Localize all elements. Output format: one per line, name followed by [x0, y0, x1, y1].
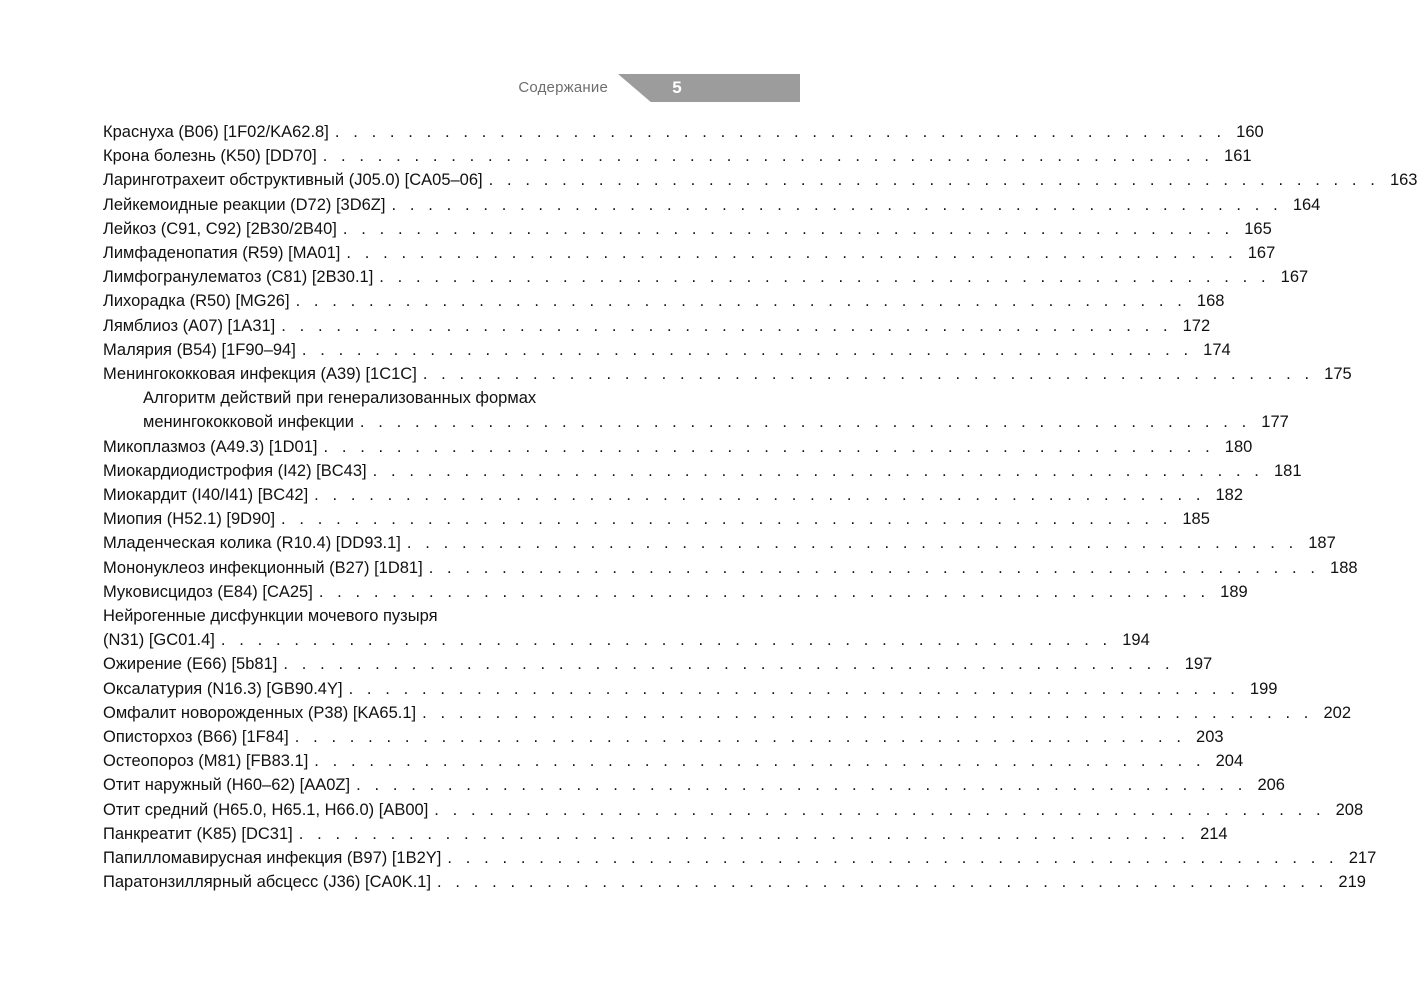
toc-entry-title: Менингококковая инфекция (A39) [1C1C]: [103, 362, 421, 386]
dot-leader: . . . . . . . . . . . . . . . . . . . . . . . . . . . . . . . . . . . . . . . . . . . . . . . . .: [434, 800, 1326, 819]
toc-entry[interactable]: [103, 870, 1366, 894]
toc-entry-title: Микоплазмоз (A49.3) [1D01]: [103, 435, 321, 459]
toc-entry-page-number: 219: [1328, 870, 1366, 894]
table-of-contents: [103, 120, 1417, 895]
toc-entry-title: Омфалит новорожденных (P38) [KA65.1]: [103, 701, 420, 725]
toc-entry[interactable]: [103, 120, 1264, 144]
dot-leader: . . . . . . . . . . . . . . . . . . . . . . . . . . . . . . . . . . . . . . . . . . . . . . . . .: [301, 340, 1193, 359]
toc-entry-page-number: 206: [1247, 773, 1285, 797]
toc-entry-title: Панкреатит (K85) [DC31]: [103, 822, 297, 846]
toc-entry-page-number: 217: [1338, 846, 1376, 870]
toc-entry[interactable]: [103, 314, 1211, 338]
toc-entry-title: Миокардит (I40/I41) [BC42]: [103, 483, 312, 507]
dot-leader: . . . . . . . . . . . . . . . . . . . . . . . . . . . . . . . . . . . . . . . . . . . . . . . . .: [359, 413, 1251, 432]
toc-entry-first-line: Нейрогенные дисфункции мочевого пузыря: [103, 607, 438, 626]
toc-entry-title: (N31) [GC01.4]: [103, 628, 219, 652]
toc-entry[interactable]: [103, 265, 1309, 289]
toc-entry-title: Крона болезнь (K50) [DD70]: [103, 144, 321, 168]
toc-entry-title: Лейкоз (C91, C92) [2B30/2B40]: [103, 217, 341, 241]
dot-leader: . . . . . . . . . . . . . . . . . . . . . . . . . . . . . . . . . . . . . . . . . . . . . . . . .: [348, 679, 1240, 698]
toc-entry-page-number: 185: [1172, 507, 1210, 531]
dot-leader: . . . . . . . . . . . . . . . . . . . . . . . . . . . . . . . . . . . . . . . . . . . . . . . . .: [314, 752, 1206, 771]
dot-leader: . . . . . . . . . . . . . . . . . . . . . . . . . . . . . . . . . . . . . . . . . . . . . . . . .: [447, 849, 1339, 868]
toc-subentry[interactable]: [103, 410, 1289, 434]
dot-leader: . . . . . . . . . . . . . . . . . . . . . . . . . . . . . . . . . . . . . . . . . . . . . . . . .: [220, 631, 1112, 650]
dot-leader: . . . . . . . . . . . . . . . . . . . . . . . . . . . . . . . . . . . . . . . . . . . . . . . . .: [322, 147, 1214, 166]
dot-leader: . . . . . . . . . . . . . . . . . . . . . . . . . . . . . . . . . . . . . . . . . . . . . . . . .: [422, 703, 1313, 722]
toc-entry-page-number: 181: [1264, 459, 1302, 483]
toc-entry-page-number: 187: [1298, 531, 1336, 555]
toc-entry-page-number: 197: [1174, 652, 1212, 676]
toc-entry[interactable]: [103, 507, 1210, 531]
toc-entry-page-number: 202: [1313, 701, 1351, 725]
toc-entry[interactable]: [103, 846, 1377, 870]
toc-entry-page-number: 180: [1214, 435, 1252, 459]
toc-entry-page-number: 214: [1190, 822, 1228, 846]
toc-entry-page-number: 167: [1270, 265, 1308, 289]
dot-leader: . . . . . . . . . . . . . . . . . . . . . . . . . . . . . . . . . . . . . . . . . . . . . . . . .: [314, 486, 1206, 505]
dot-leader: . . . . . . . . . . . . . . . . . . . . . . . . . . . . . . . . . . . . . . . . . . . . . . . . .: [283, 655, 1175, 674]
dot-leader: . . . . . . . . . . . . . . . . . . . . . . . . . . . . . . . . . . . . . . . . . . . . . . . . .: [437, 873, 1328, 892]
toc-entry[interactable]: [103, 241, 1276, 265]
toc-entry[interactable]: [103, 798, 1364, 822]
section-title: Содержание: [518, 79, 608, 96]
toc-entry-title: Лихорадка (R50) [MG26]: [103, 289, 294, 313]
toc-entry[interactable]: [103, 580, 1248, 604]
page-number: 5: [672, 78, 682, 97]
toc-entry-title: менингококковой инфекции: [143, 410, 358, 434]
dot-leader: . . . . . . . . . . . . . . . . . . . . . . . . . . . . . . . . . . . . . . . . . . . . . . . . .: [428, 558, 1320, 577]
toc-entry-page-number: 189: [1210, 580, 1248, 604]
toc-entry-page-number: 163: [1379, 168, 1417, 192]
dot-leader: . . . . . . . . . . . . . . . . . . . . . . . . . . . . . . . . . . . . . . . . . . . . . . . . .: [334, 123, 1226, 141]
toc-entry-title: Лейкемоидные реакции (D72) [3D6Z]: [103, 193, 389, 217]
toc-entry-page-number: 203: [1186, 725, 1224, 749]
dot-leader: . . . . . . . . . . . . . . . . . . . . . . . . . . . . . . . . . . . . . . . . . . . . . . . . .: [295, 292, 1187, 311]
toc-entry-title: Остеопороз (M81) [FB83.1]: [103, 749, 312, 773]
toc-entry[interactable]: [103, 822, 1228, 846]
toc-entry-page-number: 174: [1193, 338, 1231, 362]
toc-entry[interactable]: [103, 459, 1302, 483]
toc-entry[interactable]: [103, 289, 1225, 313]
toc-entry[interactable]: [103, 677, 1278, 701]
toc-entry-title: Оксалатурия (N16.3) [GB90.4Y]: [103, 677, 347, 701]
dot-leader: . . . . . . . . . . . . . . . . . . . . . . . . . . . . . . . . . . . . . . . . . . . . . . . . .: [406, 534, 1298, 553]
toc-entry-page-number: 165: [1234, 217, 1272, 241]
toc-entry-first-line: Алгоритм действий при генерализованных формах: [143, 389, 537, 408]
toc-entry[interactable]: [103, 338, 1231, 362]
toc-entry[interactable]: [103, 435, 1253, 459]
dot-leader: . . . . . . . . . . . . . . . . . . . . . . . . . . . . . . . . . . . . . . . . . . . . . . . . .: [422, 365, 1314, 384]
toc-entry-page-number: 208: [1325, 798, 1363, 822]
toc-entry[interactable]: [103, 193, 1321, 217]
toc-entry-title: Малярия (B54) [1F90–94]: [103, 338, 300, 362]
toc-entry-page-number: 188: [1320, 556, 1358, 580]
toc-entry[interactable]: [103, 628, 1150, 652]
toc-entry-page-number: 168: [1186, 289, 1224, 313]
toc-entry-page-number: 167: [1237, 241, 1275, 265]
toc-entry[interactable]: [103, 725, 1224, 749]
toc-entry-page-number: 204: [1205, 749, 1243, 773]
toc-entry-title: Лямблиоз (A07) [1A31]: [103, 314, 279, 338]
toc-entry-page-number: 177: [1251, 410, 1289, 434]
toc-entry-page-number: 161: [1214, 144, 1252, 168]
toc-entry[interactable]: [103, 531, 1336, 555]
page-number-tab: [618, 74, 800, 102]
toc-entry-title: Отит средний (H65.0, H65.1, H66.0) [AB00]: [103, 798, 432, 822]
dot-leader: . . . . . . . . . . . . . . . . . . . . . . . . . . . . . . . . . . . . . . . . . . . . . . . . .: [356, 776, 1247, 795]
dot-leader: . . . . . . . . . . . . . . . . . . . . . . . . . . . . . . . . . . . . . . . . . . . . . . . . .: [342, 219, 1234, 238]
toc-entry-title: Муковисцидоз (E84) [CA25]: [103, 580, 317, 604]
toc-entry-title: Младенческая колика (R10.4) [DD93.1]: [103, 531, 405, 555]
toc-entry[interactable]: [103, 168, 1417, 192]
toc-entry-title: Лимфаденопатия (R59) [MA01]: [103, 241, 344, 265]
toc-entry-page-number: 160: [1226, 120, 1264, 144]
toc-entry-page-number: 172: [1172, 314, 1210, 338]
toc-entry[interactable]: [103, 362, 1352, 386]
toc-entry-title: Ожирение (E66) [5b81]: [103, 652, 281, 676]
dot-leader: . . . . . . . . . . . . . . . . . . . . . . . . . . . . . . . . . . . . . . . . . . . . . . . . .: [391, 195, 1283, 214]
toc-entry[interactable]: [103, 483, 1244, 507]
toc-entry-title: Папилломавирусная инфекция (B97) [1B2Y]: [103, 846, 445, 870]
dot-leader: . . . . . . . . . . . . . . . . . . . . . . . . . . . . . . . . . . . . . . . . . . . . . . . . .: [281, 316, 1173, 335]
toc-entry[interactable]: [103, 217, 1272, 241]
toc-entry[interactable]: [103, 556, 1358, 580]
dot-leader: . . . . . . . . . . . . . . . . . . . . . . . . . . . . . . . . . . . . . . . . . . . . . . . . .: [298, 824, 1190, 843]
toc-entry-page-number: 164: [1282, 193, 1320, 217]
toc-entry-page-number: 194: [1112, 628, 1150, 652]
dot-leader: . . . . . . . . . . . . . . . . . . . . . . . . . . . . . . . . . . . . . . . . . . . . . . . . .: [379, 268, 1271, 287]
toc-entry-title: Лимфогранулематоз (C81) [2B30.1]: [103, 265, 377, 289]
toc-entry-title: Описторхоз (B66) [1F84]: [103, 725, 293, 749]
toc-entry-title: Миопия (H52.1) [9D90]: [103, 507, 279, 531]
toc-entry[interactable]: [103, 144, 1252, 168]
dot-leader: . . . . . . . . . . . . . . . . . . . . . . . . . . . . . . . . . . . . . . . . . . . . . . . . .: [323, 437, 1215, 456]
dot-leader: . . . . . . . . . . . . . . . . . . . . . . . . . . . . . . . . . . . . . . . . . . . . . . . . .: [346, 244, 1238, 263]
toc-entry[interactable]: [103, 652, 1213, 676]
toc-entry-title: Ларинготрахеит обструктивный (J05.0) [CA05–06]: [103, 168, 487, 192]
page-header: [0, 0, 800, 110]
dot-leader: . . . . . . . . . . . . . . . . . . . . . . . . . . . . . . . . . . . . . . . . . . . . . . . . .: [294, 728, 1186, 747]
dot-leader: . . . . . . . . . . . . . . . . . . . . . . . . . . . . . . . . . . . . . . . . . . . . . . . . .: [281, 510, 1172, 529]
toc-entry[interactable]: [103, 701, 1351, 725]
toc-entry-title: Краснуха (B06) [1F02/KA62.8]: [103, 120, 333, 144]
dot-leader: . . . . . . . . . . . . . . . . . . . . . . . . . . . . . . . . . . . . . . . . . . . . . . . . .: [318, 582, 1210, 601]
toc-entry-title: Миокардиодистрофия (I42) [BC43]: [103, 459, 371, 483]
toc-entry-title: Паратонзиллярный абсцесс (J36) [CA0K.1]: [103, 870, 435, 894]
toc-entry[interactable]: [103, 773, 1285, 797]
toc-entry-page-number: 199: [1239, 677, 1277, 701]
toc-entry-page-number: 175: [1314, 362, 1352, 386]
toc-entry-page-number: 182: [1205, 483, 1243, 507]
toc-entry[interactable]: [103, 749, 1244, 773]
dot-leader: . . . . . . . . . . . . . . . . . . . . . . . . . . . . . . . . . . . . . . . . . . . . . . . . .: [372, 461, 1264, 480]
toc-entry-title: Отит наружный (H60–62) [AA0Z]: [103, 773, 354, 797]
toc-entry-title: Мононуклеоз инфекционный (B27) [1D81]: [103, 556, 427, 580]
dot-leader: . . . . . . . . . . . . . . . . . . . . . . . . . . . . . . . . . . . . . . . . . . . . . . . . .: [488, 171, 1380, 190]
